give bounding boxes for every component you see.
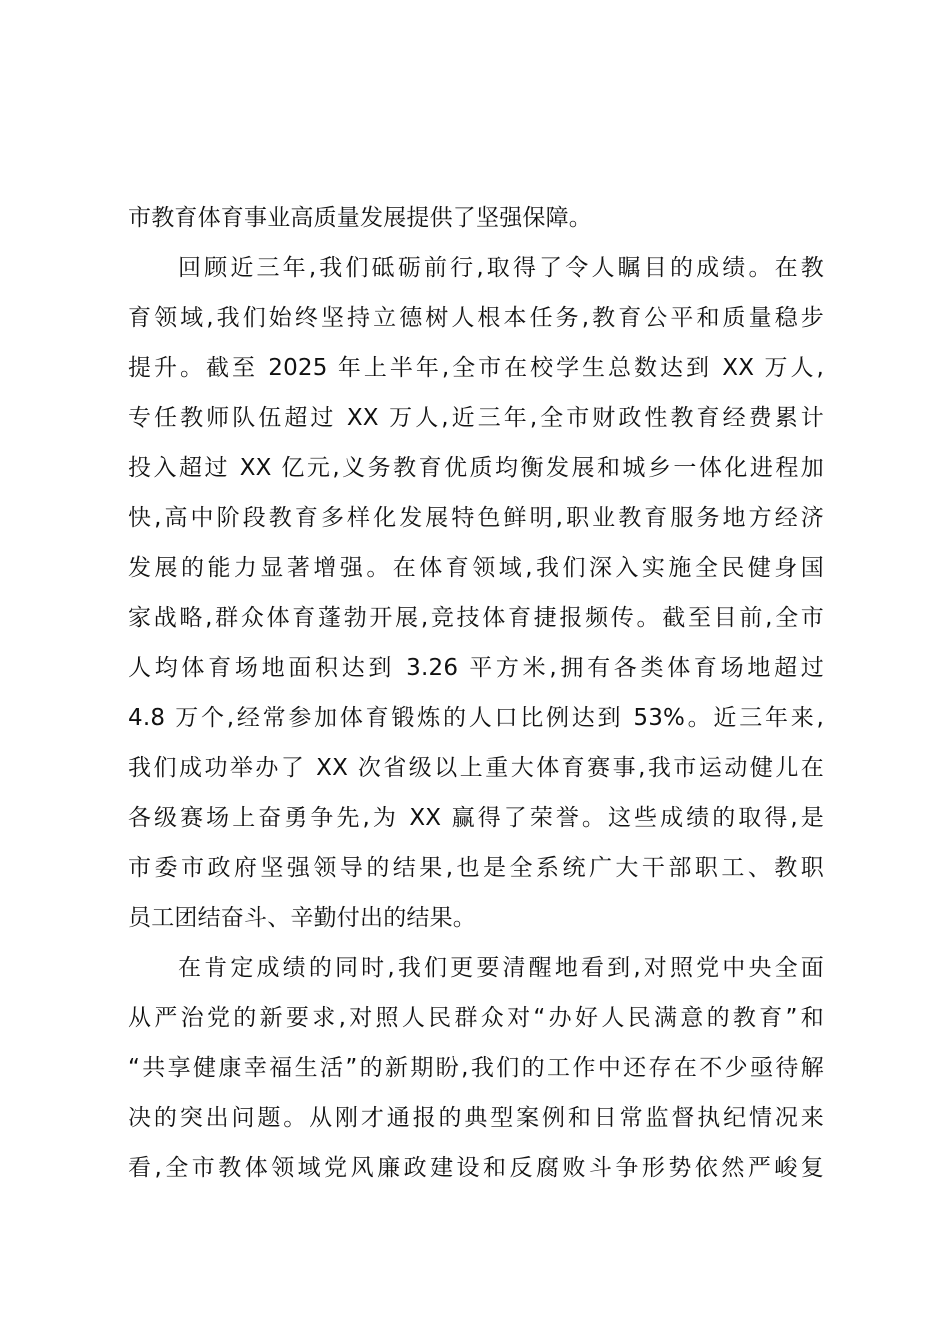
body-text xyxy=(128,193,824,1193)
text-line: 回顾近三年,我们砥砺前行,取得了令人瞩目的成绩。在教 xyxy=(178,255,824,281)
text-line: 提升。截至 2025 年上半年,全市在校学生总数达到 XX 万人, xyxy=(128,355,824,381)
text-line: 市委市政府坚强领导的结果,也是全系统广大干部职工、教职 xyxy=(128,855,824,881)
text-line: 市教育体育事业高质量发展提供了坚强保障。 xyxy=(128,205,592,231)
text-line: 从严治党的新要求,对照人民群众对“办好人民满意的教育”和 xyxy=(128,1005,824,1031)
text-line: 投入超过 XX 亿元,义务教育优质均衡发展和城乡一体化进程加 xyxy=(128,455,824,481)
text-line: 决的突出问题。从刚才通报的典型案例和日常监督执纪情况来 xyxy=(128,1105,824,1131)
text-line: 在肯定成绩的同时,我们更要清醒地看到,对照党中央全面 xyxy=(178,955,824,981)
text-line: 各级赛场上奋勇争先,为 XX 赢得了荣誉。这些成绩的取得,是 xyxy=(128,805,824,831)
text-line: 我们成功举办了 XX 次省级以上重大体育赛事,我市运动健儿在 xyxy=(128,755,824,781)
text-line: 专任教师队伍超过 XX 万人,近三年,全市财政性教育经费累计 xyxy=(128,405,824,431)
text-line: 看,全市教体领域党风廉政建设和反腐败斗争形势依然严峻复 xyxy=(128,1155,824,1181)
text-line: 育领域,我们始终坚持立德树人根本任务,教育公平和质量稳步 xyxy=(128,305,824,331)
text-line: 人均体育场地面积达到 3.26 平方米,拥有各类体育场地超过 xyxy=(128,655,824,681)
text-line: 员工团结奋斗、辛勤付出的结果。 xyxy=(128,905,476,931)
text-line: 4.8 万个,经常参加体育锻炼的人口比例达到 53%。近三年来, xyxy=(128,705,824,731)
text-line: 家战略,群众体育蓬勃开展,竞技体育捷报频传。截至目前,全市 xyxy=(128,605,824,631)
text-line: 快,高中阶段教育多样化发展特色鲜明,职业教育服务地方经济 xyxy=(128,505,824,531)
text-line: “共享健康幸福生活”的新期盼,我们的工作中还存在不少亟待解 xyxy=(128,1055,824,1081)
text-line: 发展的能力显著增强。在体育领域,我们深入实施全民健身国 xyxy=(128,555,824,581)
